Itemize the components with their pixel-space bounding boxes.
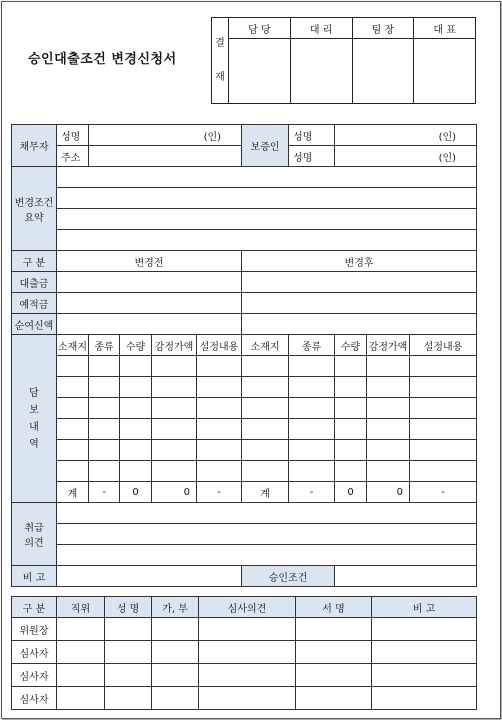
collateral-cell[interactable]: [289, 356, 335, 377]
collateral-cell[interactable]: [289, 419, 335, 440]
collateral-row: [12, 398, 477, 419]
committee-cell[interactable]: [372, 687, 477, 710]
committee-cell[interactable]: [296, 687, 372, 710]
summary-line[interactable]: [57, 167, 477, 188]
collateral-total-row: [12, 482, 477, 503]
collateral-column-header: 수량: [120, 335, 152, 356]
collateral-cell[interactable]: [289, 398, 335, 419]
collateral-cell[interactable]: [367, 356, 410, 377]
net-credit-label: 순여신액: [12, 314, 57, 335]
collateral-cell[interactable]: [197, 440, 242, 461]
collateral-cell[interactable]: [89, 440, 120, 461]
collateral-cell[interactable]: [197, 398, 242, 419]
collateral-cell[interactable]: [152, 419, 197, 440]
committee-header: 심사의견: [199, 597, 296, 618]
collateral-label: 담 보 내 역: [12, 335, 57, 503]
opinion-line[interactable]: [57, 545, 477, 566]
summary-line[interactable]: [57, 188, 477, 209]
committee-cell[interactable]: [57, 618, 105, 641]
collateral-cell[interactable]: [89, 398, 120, 419]
committee-cell[interactable]: [296, 664, 372, 687]
guarantor-label: 보증인: [242, 125, 289, 167]
committee-cell[interactable]: [105, 618, 152, 641]
collateral-column-header: 종류: [289, 335, 335, 356]
committee-cell[interactable]: [372, 618, 477, 641]
approval-conditions-field[interactable]: [335, 566, 477, 587]
collateral-column-header: 설정내용: [410, 335, 477, 356]
guarantor-name-field[interactable]: (인): [335, 146, 477, 167]
collateral-column-header: 종류: [89, 335, 120, 356]
collateral-cell[interactable]: [120, 356, 152, 377]
debtor-name-label: 성명: [57, 125, 89, 146]
before-header: 변경전: [57, 251, 242, 272]
approval-header: 팀 장: [352, 18, 414, 39]
committee-header: 비 고: [372, 597, 477, 618]
committee-cell[interactable]: [199, 641, 296, 664]
collateral-cell[interactable]: [367, 377, 410, 398]
net-credit-after[interactable]: [242, 314, 477, 335]
committee-cell[interactable]: [372, 641, 477, 664]
collateral-cell[interactable]: [152, 398, 197, 419]
approval-sign-cell[interactable]: [290, 39, 352, 104]
collateral-cell[interactable]: [152, 461, 197, 482]
collateral-total-cell: 0: [120, 482, 152, 503]
collateral-total-cell: 0: [367, 482, 410, 503]
after-header: 변경후: [242, 251, 477, 272]
collateral-cell[interactable]: [120, 461, 152, 482]
collateral-cell[interactable]: [197, 356, 242, 377]
committee-role: 위원장: [12, 618, 57, 641]
committee-row: [12, 641, 477, 664]
opinion-line[interactable]: [57, 503, 477, 524]
collateral-row: [12, 419, 477, 440]
collateral-cell[interactable]: [152, 356, 197, 377]
collateral-cell[interactable]: [57, 461, 89, 482]
collateral-cell[interactable]: [242, 461, 289, 482]
debtor-address-label: 주소: [57, 146, 89, 167]
collateral-column-header: 소재지: [57, 335, 89, 356]
collateral-total-cell: 0: [335, 482, 367, 503]
collateral-cell[interactable]: [120, 398, 152, 419]
collateral-total-cell: -: [197, 482, 242, 503]
collateral-column-header: 수량: [335, 335, 367, 356]
debtor-label: 채무자: [12, 125, 57, 167]
collateral-cell[interactable]: [410, 377, 477, 398]
collateral-cell[interactable]: [335, 356, 367, 377]
committee-cell[interactable]: [105, 664, 152, 687]
comparison-category-header: 구 분: [12, 251, 57, 272]
collateral-cell[interactable]: [335, 461, 367, 482]
collateral-cell[interactable]: [289, 461, 335, 482]
collateral-cell[interactable]: [57, 440, 89, 461]
committee-cell[interactable]: [105, 687, 152, 710]
collateral-cell[interactable]: [197, 419, 242, 440]
collateral-total-cell: 계: [242, 482, 289, 503]
collateral-total-cell: 계: [57, 482, 89, 503]
collateral-cell[interactable]: [57, 377, 89, 398]
committee-header: 직위: [57, 597, 105, 618]
collateral-column-header: 소재지: [242, 335, 289, 356]
collateral-total-cell: -: [410, 482, 477, 503]
debtor-address-field[interactable]: [89, 146, 242, 167]
collateral-total-cell: -: [289, 482, 335, 503]
approval-header: 대 표: [414, 18, 476, 39]
collateral-row: [12, 461, 477, 482]
collateral-cell[interactable]: [335, 419, 367, 440]
collateral-cell[interactable]: [89, 377, 120, 398]
collateral-column-header: 감정가액: [152, 335, 197, 356]
collateral-cell[interactable]: [89, 356, 120, 377]
collateral-row: [12, 377, 477, 398]
opinion-line[interactable]: [57, 524, 477, 545]
collateral-cell[interactable]: [242, 398, 289, 419]
committee-cell[interactable]: [199, 664, 296, 687]
approval-label: 결 재: [212, 18, 229, 104]
collateral-cell[interactable]: [242, 440, 289, 461]
remarks-field[interactable]: [57, 566, 242, 587]
committee-row: [12, 618, 477, 641]
committee-row: [12, 664, 477, 687]
deposit-after[interactable]: [242, 293, 477, 314]
loan-amount-before[interactable]: [57, 272, 242, 293]
collateral-column-header: 설정내용: [197, 335, 242, 356]
collateral-cell[interactable]: [57, 356, 89, 377]
committee-cell[interactable]: [296, 641, 372, 664]
committee-header: 가, 부: [152, 597, 199, 618]
approval-header: 담 당: [229, 18, 291, 39]
summary-line[interactable]: [57, 230, 477, 251]
committee-cell[interactable]: [57, 687, 105, 710]
approval-conditions-label: 승인조건: [242, 566, 335, 587]
committee-header: 구 분: [12, 597, 57, 618]
collateral-cell[interactable]: [367, 398, 410, 419]
approval-sign-cell[interactable]: [352, 39, 414, 104]
guarantor-name-label: 성명: [289, 125, 335, 146]
committee-cell[interactable]: [152, 618, 199, 641]
debtor-name-field[interactable]: (인): [89, 125, 242, 146]
committee-cell[interactable]: [199, 618, 296, 641]
committee-cell[interactable]: [296, 618, 372, 641]
guarantor-name-label: 성명: [289, 146, 335, 167]
form-title: 승인대출조건 변경신청서: [28, 52, 177, 67]
collateral-cell[interactable]: [335, 440, 367, 461]
collateral-column-header: 감정가액: [367, 335, 410, 356]
committee-cell[interactable]: [199, 687, 296, 710]
committee-role: 심사자: [12, 687, 57, 710]
deposit-label: 예적금: [12, 293, 57, 314]
committee-cell[interactable]: [152, 687, 199, 710]
committee-role: 심사자: [12, 664, 57, 687]
collateral-cell[interactable]: [89, 419, 120, 440]
collateral-cell[interactable]: [242, 377, 289, 398]
collateral-cell[interactable]: [120, 419, 152, 440]
collateral-row: [12, 440, 477, 461]
approval-sign-cell[interactable]: [229, 39, 291, 104]
summary-line[interactable]: [57, 209, 477, 230]
main-form-table: [11, 124, 477, 587]
collateral-cell[interactable]: [410, 398, 477, 419]
collateral-cell[interactable]: [410, 440, 477, 461]
committee-header: 서 명: [296, 597, 372, 618]
committee-role: 심사자: [12, 641, 57, 664]
remarks-label: 비 고: [12, 566, 57, 587]
collateral-cell[interactable]: [89, 461, 120, 482]
committee-cell[interactable]: [57, 641, 105, 664]
collateral-cell[interactable]: [367, 461, 410, 482]
collateral-cell[interactable]: [120, 377, 152, 398]
committee-cell[interactable]: [152, 664, 199, 687]
loan-amount-label: 대출금: [12, 272, 57, 293]
approval-sign-cell[interactable]: [414, 39, 476, 104]
collateral-cell[interactable]: [367, 419, 410, 440]
committee-cell[interactable]: [152, 641, 199, 664]
committee-cell[interactable]: [372, 664, 477, 687]
loan-amount-after[interactable]: [242, 272, 477, 293]
committee-cell[interactable]: [57, 664, 105, 687]
collateral-cell[interactable]: [410, 419, 477, 440]
committee-table: [11, 596, 477, 710]
committee-header: 성 명: [105, 597, 152, 618]
collateral-total-cell: 0: [152, 482, 197, 503]
collateral-total-cell: -: [89, 482, 120, 503]
committee-row: [12, 687, 477, 710]
collateral-row: [12, 356, 477, 377]
committee-cell[interactable]: [105, 641, 152, 664]
net-credit-before[interactable]: [57, 314, 242, 335]
collateral-cell[interactable]: [410, 461, 477, 482]
approval-box: [211, 17, 476, 104]
summary-label: 변경조건 요약: [12, 167, 57, 251]
guarantor-name-field[interactable]: (인): [335, 125, 477, 146]
collateral-cell[interactable]: [335, 398, 367, 419]
approval-header: 대 리: [290, 18, 352, 39]
collateral-cell[interactable]: [57, 419, 89, 440]
collateral-cell[interactable]: [335, 377, 367, 398]
opinion-label: 취급 의견: [12, 503, 57, 566]
collateral-cell[interactable]: [120, 440, 152, 461]
collateral-cell[interactable]: [57, 398, 89, 419]
deposit-before[interactable]: [57, 293, 242, 314]
collateral-cell[interactable]: [152, 377, 197, 398]
collateral-cell[interactable]: [410, 356, 477, 377]
collateral-cell[interactable]: [289, 440, 335, 461]
collateral-cell[interactable]: [367, 440, 410, 461]
collateral-cell[interactable]: [242, 356, 289, 377]
collateral-cell[interactable]: [289, 377, 335, 398]
collateral-cell[interactable]: [152, 440, 197, 461]
collateral-cell[interactable]: [197, 461, 242, 482]
collateral-cell[interactable]: [242, 419, 289, 440]
collateral-cell[interactable]: [197, 377, 242, 398]
